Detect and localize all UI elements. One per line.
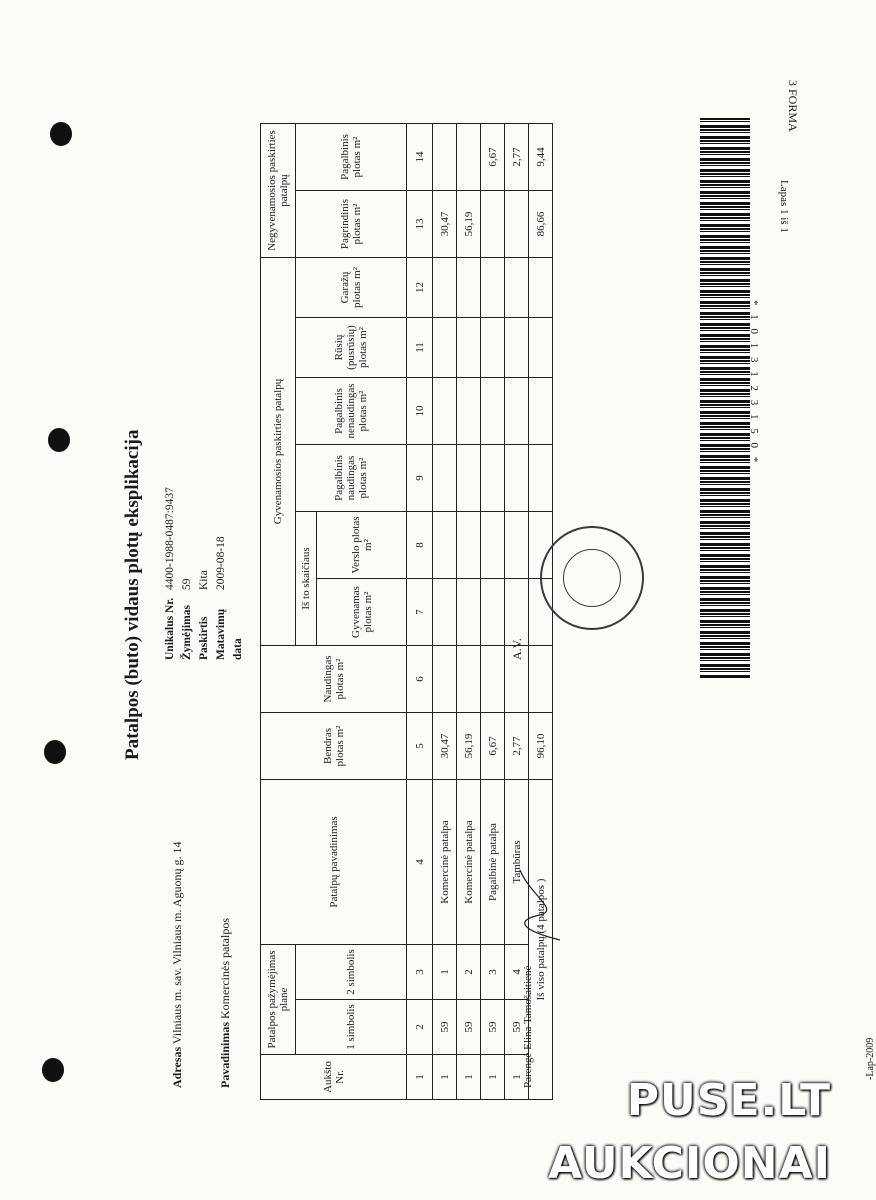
meta-value: 59 [181, 578, 193, 590]
name-value: Komercinės patalpos [218, 918, 232, 1019]
page-number: Lapas 1 iš 1 [778, 180, 790, 233]
table-row [481, 124, 505, 1100]
premises-name [218, 918, 233, 1088]
header-living: Gyvenamas plotas m² [317, 579, 407, 646]
col-number: 1 [407, 1055, 433, 1100]
cell-room-name: Komercinė patalpa [433, 780, 457, 945]
col-number: 14 [407, 124, 433, 191]
cell-main [481, 191, 505, 258]
cell-room-name: Tambūras [505, 780, 529, 945]
form-number: 3 FORMA [786, 80, 800, 132]
meta-label: Unikalus Nr. [164, 597, 176, 660]
cell-floor: 1 [481, 1055, 505, 1100]
signature [510, 860, 570, 950]
cell-total: 30,47 [433, 713, 457, 780]
table-row [433, 124, 457, 1100]
cell-total: 2,77 [505, 713, 529, 780]
meta-block [162, 487, 247, 660]
col-number: 2 [407, 1000, 433, 1055]
cell-sym2: 4 [505, 945, 529, 1000]
punch-hole [50, 122, 72, 146]
punch-hole [48, 428, 70, 452]
cell-main: 30,47 [433, 191, 457, 258]
header-aux-useful: Pagalbinis naudingas plotas m² [296, 445, 407, 512]
barcode [700, 118, 750, 678]
header-nonresidential: Negyvenamosios paskirties patalpų [261, 124, 296, 258]
cell-total: 56,19 [457, 713, 481, 780]
header-total: Bendras plotas m² [261, 713, 407, 780]
form-code: -Lap-2009 [865, 1037, 876, 1080]
total-row [529, 124, 553, 1100]
cell-sym2: 2 [457, 945, 481, 1000]
header-aux: Pagalbinis plotas m² [296, 124, 407, 191]
watermark-line2: AUKCIONAI [548, 1138, 831, 1189]
cell-room-name: Pagalbinė patalpa [481, 780, 505, 945]
total-main: 86,66 [529, 191, 553, 258]
meta-value: 2009-08-18 [215, 536, 227, 590]
av-label: A.V. [510, 638, 524, 660]
cell-sym1: 59 [505, 1000, 529, 1055]
col-number: 13 [407, 191, 433, 258]
header-commercial: Verslo plotas m² [317, 512, 407, 579]
prepared-by [522, 966, 534, 1088]
col-number: 11 [407, 318, 433, 378]
total-label: Iš viso patalpų (4 patalpos ) [529, 780, 553, 1100]
col-number: 10 [407, 378, 433, 445]
cell-aux: 2,77 [505, 124, 529, 191]
header-basement: Rūsių (pusrūsių) plotas m² [296, 318, 407, 378]
punch-hole [44, 740, 66, 764]
total-value: 96,10 [529, 713, 553, 780]
header-main: Pagrindinis plotas m² [296, 191, 407, 258]
total-aux: 9,44 [529, 124, 553, 191]
header-marking: Patalpos pažymėjimas plane [261, 945, 296, 1055]
header-room-name: Patalpų pavadinimas [261, 780, 407, 945]
meta-label: Matavimų data [215, 608, 244, 660]
header-of-which: Iš to skaičiaus [296, 512, 317, 646]
explication-table [260, 123, 553, 1100]
header-useful: Naudingas plotas m² [261, 646, 407, 713]
cell-room-name: Komercinė patalpa [457, 780, 481, 945]
header-aux-nonuseful: Pagalbinis nenaudingas plotas m² [296, 378, 407, 445]
barcode-number: * 1 0 1 3 1 2 3 1 5 0 * [748, 300, 760, 466]
meta-value: 4400-1988-0487:9437 [164, 487, 176, 590]
col-number: 5 [407, 713, 433, 780]
cell-floor: 1 [505, 1055, 529, 1100]
col-number: 8 [407, 512, 433, 579]
col-number: 4 [407, 780, 433, 945]
cell-total: 6,67 [481, 713, 505, 780]
header-sym1: 1 simbolis [296, 1000, 407, 1055]
col-number: 3 [407, 945, 433, 1000]
cell-sym1: 59 [433, 1000, 457, 1055]
cell-sym1: 59 [457, 1000, 481, 1055]
col-number: 9 [407, 445, 433, 512]
watermark-line1: PUSE.LT [626, 1075, 831, 1126]
meta-label: Paskirtis [198, 616, 210, 660]
document-title: Patalpos (buto) vidaus plotų eksplikacija [122, 429, 143, 760]
meta-value: Kita [198, 570, 210, 590]
header-floor: Aukšto Nr. [261, 1055, 407, 1100]
address [170, 842, 185, 1088]
header-garage: Garažų plotas m² [296, 258, 407, 318]
cell-aux [433, 124, 457, 191]
col-number: 12 [407, 258, 433, 318]
col-number: 6 [407, 646, 433, 713]
cell-main [505, 191, 529, 258]
header-residential: Gyvenamosios paskirties patalpų [261, 258, 296, 646]
table-row [505, 124, 529, 1100]
cell-floor: 1 [433, 1055, 457, 1100]
prepared-label: Parengė [522, 1052, 534, 1088]
header-sym2: 2 simbolis [296, 945, 407, 1000]
prepared-value: Elina Tamošaitienė [522, 965, 534, 1050]
address-value: Vilniaus m. sav. Vilniaus m. Aguonų g. 14 [170, 841, 184, 1045]
cell-aux: 6,67 [481, 124, 505, 191]
col-number: 7 [407, 579, 433, 646]
cell-main: 56,19 [457, 191, 481, 258]
cell-sym1: 59 [481, 1000, 505, 1055]
name-label: Pavadinimas [218, 1021, 232, 1088]
cell-floor: 1 [457, 1055, 481, 1100]
stamp-inner [563, 549, 621, 607]
address-label: Adresas [170, 1046, 184, 1088]
punch-hole [42, 1058, 64, 1082]
cell-aux [457, 124, 481, 191]
official-stamp [540, 526, 644, 630]
meta-label: Žymėjimas [181, 605, 193, 660]
table-row [457, 124, 481, 1100]
cell-sym2: 3 [481, 945, 505, 1000]
cell-sym2: 1 [433, 945, 457, 1000]
